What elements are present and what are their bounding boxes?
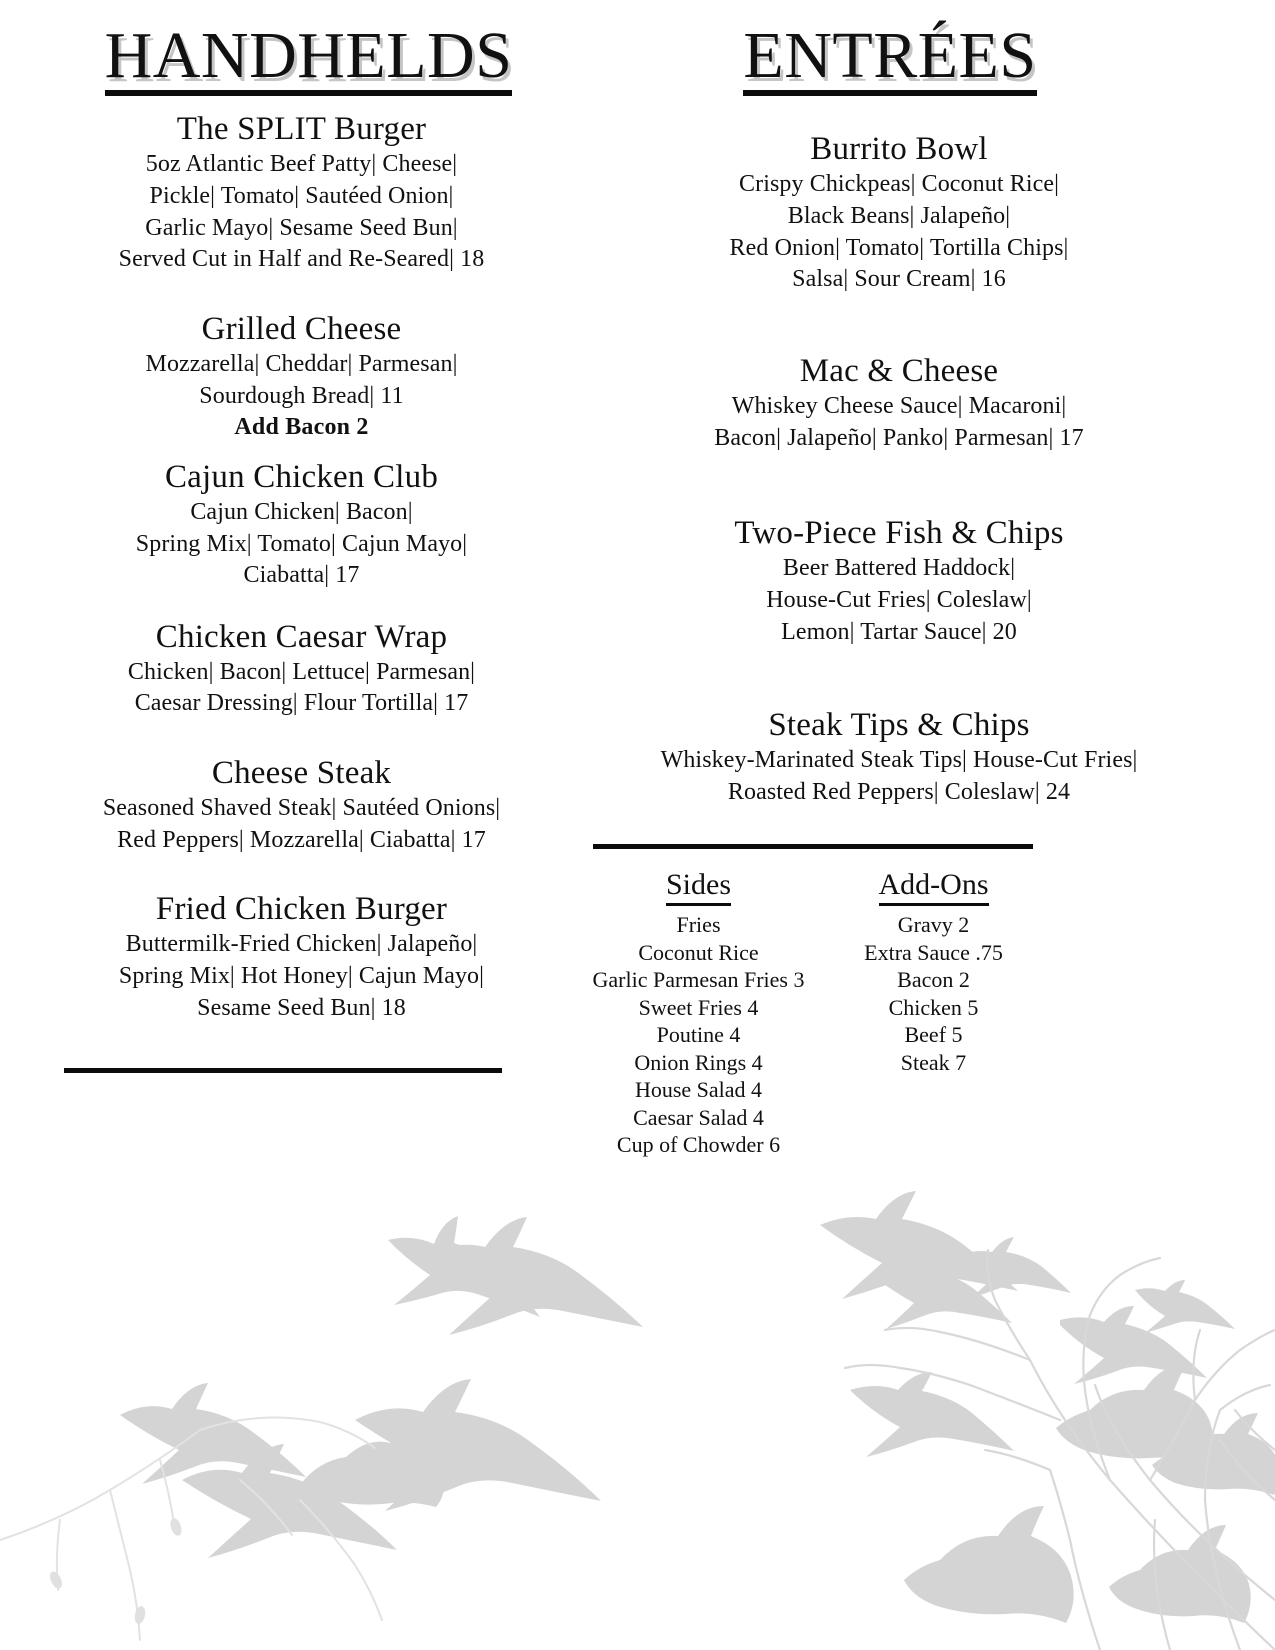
item-description bbox=[563, 169, 1235, 296]
desc-line: Garlic Mayo| Sesame Seed Bun| bbox=[145, 214, 458, 241]
desc-line: Whiskey-Marinated Steak Tips| House-Cut Fries| bbox=[660, 747, 1138, 774]
menu-item-grilled-cheese bbox=[58, 310, 545, 444]
item-name: Two-Piece Fish & Chips bbox=[734, 515, 1064, 552]
item-description bbox=[58, 929, 545, 1024]
item-description bbox=[563, 745, 1235, 808]
menu-item-two-piece-fish-and-chips bbox=[563, 514, 1235, 648]
add-ons-row: Beef 5 bbox=[904, 1022, 963, 1048]
desc-line: Roasted Red Peppers| Coleslaw| 24 bbox=[727, 778, 1071, 805]
sides-row: Caesar Salad 4 bbox=[633, 1104, 764, 1130]
desc-line: Red Peppers| Mozzarella| Ciabatta| 17 bbox=[117, 826, 486, 853]
sides-section-divider bbox=[593, 844, 1033, 849]
menu-item-cajun-chicken-club bbox=[58, 458, 545, 592]
sides-row: Garlic Parmesan Fries 3 bbox=[592, 967, 805, 993]
item-description bbox=[58, 149, 545, 276]
desc-line: Spring Mix| Tomato| Cajun Mayo| bbox=[135, 530, 468, 557]
handhelds-section-header bbox=[72, 19, 545, 96]
sides-and-addons bbox=[563, 867, 1235, 1159]
item-description bbox=[58, 497, 545, 592]
add-ons-row: Bacon 2 bbox=[897, 967, 970, 993]
desc-line: Cajun Chicken| Bacon| bbox=[190, 498, 413, 525]
sides-list bbox=[581, 867, 816, 1159]
item-description bbox=[58, 349, 545, 444]
desc-line: Buttermilk-Fried Chicken| Jalapeño| bbox=[125, 931, 478, 958]
item-name: Mac & Cheese bbox=[799, 352, 999, 389]
item-name: Cheese Steak bbox=[211, 755, 392, 792]
handhelds-column bbox=[0, 19, 545, 1159]
item-name: Fried Chicken Burger bbox=[155, 891, 448, 928]
sides-row: Onion Rings 4 bbox=[634, 1049, 763, 1075]
item-name: Grilled Cheese bbox=[201, 310, 402, 347]
add-ons-row: Extra Sauce .75 bbox=[864, 939, 1003, 965]
menu-item-steak-tips-and-chips bbox=[563, 706, 1235, 808]
desc-line: Bacon| Jalapeño| Panko| Parmesan| 17 bbox=[714, 424, 1084, 451]
desc-line: Chicken| Bacon| Lettuce| Parmesan| bbox=[127, 658, 476, 685]
desc-line: Pickle| Tomato| Sautéed Onion| bbox=[149, 182, 454, 209]
desc-line: Salsa| Sour Cream| 16 bbox=[792, 266, 1006, 293]
menu-item-mac-and-cheese bbox=[563, 352, 1235, 454]
desc-line: Sourdough Bread| 11 bbox=[199, 382, 404, 409]
desc-line: Beer Battered Haddock| bbox=[782, 555, 1016, 582]
sides-row: Sweet Fries 4 bbox=[638, 994, 759, 1020]
item-description bbox=[58, 657, 545, 720]
desc-line: Served Cut in Half and Re-Seared| 18 bbox=[118, 246, 485, 273]
desc-line: Black Beans| Jalapeño| bbox=[787, 202, 1011, 229]
sides-title: Sides bbox=[666, 867, 731, 906]
desc-line: Sesame Seed Bun| 18 bbox=[197, 994, 406, 1021]
desc-line: Seasoned Shaved Steak| Sautéed Onions| bbox=[102, 795, 501, 822]
item-name: Burrito Bowl bbox=[810, 131, 988, 168]
entrees-column bbox=[545, 19, 1275, 1159]
add-ons-list bbox=[816, 867, 1051, 1159]
add-ons-row: Gravy 2 bbox=[897, 912, 970, 938]
menu-item-burrito-bowl bbox=[563, 130, 1235, 296]
item-name: The SPLIT Burger bbox=[176, 111, 427, 148]
entrees-header-text: ENTRÉES bbox=[743, 22, 1036, 96]
menu-item-fried-chicken-burger bbox=[58, 890, 545, 1024]
desc-line: Spring Mix| Hot Honey| Cajun Mayo| bbox=[118, 963, 485, 990]
desc-line: Lemon| Tartar Sauce| 20 bbox=[781, 618, 1017, 645]
add-ons-row: Chicken 5 bbox=[888, 994, 979, 1020]
sides-row: Fries bbox=[676, 912, 721, 938]
add-ons-row: Steak 7 bbox=[900, 1049, 967, 1075]
item-name: Steak Tips & Chips bbox=[768, 707, 1030, 744]
desc-line: House-Cut Fries| Coleslaw| bbox=[766, 586, 1032, 613]
sides-row: Coconut Rice bbox=[638, 939, 759, 965]
handhelds-bottom-divider bbox=[64, 1068, 502, 1073]
sides-row: Cup of Chowder 6 bbox=[616, 1132, 781, 1158]
desc-line: Red Onion| Tomato| Tortilla Chips| bbox=[729, 234, 1069, 261]
desc-line: Mozzarella| Cheddar| Parmesan| bbox=[145, 350, 458, 377]
entrees-section-header bbox=[545, 19, 1235, 96]
desc-line: Crispy Chickpeas| Coconut Rice| bbox=[739, 171, 1059, 198]
handhelds-header-text: HANDHELDS bbox=[105, 22, 513, 96]
item-description bbox=[58, 793, 545, 856]
sides-row: Poutine 4 bbox=[656, 1022, 741, 1048]
item-description bbox=[563, 553, 1235, 648]
menu-item-cheese-steak bbox=[58, 754, 545, 856]
menu-item-split-burger bbox=[58, 110, 545, 276]
item-description bbox=[563, 391, 1235, 454]
item-name: Cajun Chicken Club bbox=[164, 458, 439, 495]
add-ons-title: Add-Ons bbox=[879, 867, 989, 906]
add-bacon-line: Add Bacon 2 bbox=[234, 414, 369, 441]
menu-item-chicken-caesar-wrap bbox=[58, 618, 545, 720]
desc-line: Whiskey Cheese Sauce| Macaroni| bbox=[731, 392, 1067, 419]
desc-line: Caesar Dressing| Flour Tortilla| 17 bbox=[134, 690, 469, 717]
desc-line: 5oz Atlantic Beef Patty| Cheese| bbox=[145, 151, 458, 178]
sides-row: House Salad 4 bbox=[634, 1077, 763, 1103]
item-name: Chicken Caesar Wrap bbox=[155, 618, 448, 655]
desc-line: Ciabatta| 17 bbox=[243, 562, 360, 589]
